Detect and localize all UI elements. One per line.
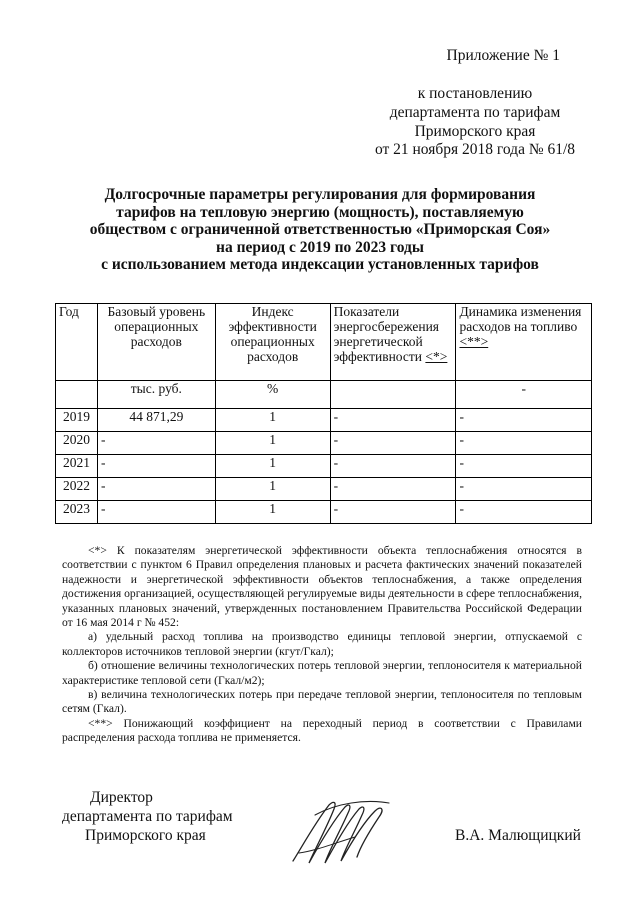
- units-energy: [330, 381, 456, 409]
- units-fuel: -: [456, 381, 592, 409]
- cell-fuel: -: [456, 432, 592, 455]
- footnote-paragraph: в) величина технологических потерь при передаче тепловой энергии, теплоносителя по тепловым сетям (Гкал).: [62, 688, 582, 716]
- units-index: %: [215, 381, 330, 409]
- signer-title-line: Директор: [90, 789, 153, 806]
- header-year: Год: [56, 304, 98, 381]
- cell-index: 1: [215, 409, 330, 432]
- signer-name: В.А. Малющицкий: [455, 827, 581, 844]
- appendix-line: департамента по тарифам: [389, 104, 561, 121]
- cell-base: -: [97, 501, 215, 524]
- table-header-row: [56, 304, 592, 381]
- appendix-title: Приложение № 1: [446, 47, 560, 64]
- signer-title-line: Приморского края: [85, 827, 206, 844]
- cell-fuel: -: [456, 455, 592, 478]
- cell-year: 2020: [56, 432, 98, 455]
- document-title: [60, 186, 580, 274]
- header-energy-text: Показатели энергосбережения энергетической эффективности: [333, 304, 440, 364]
- cell-year: 2023: [56, 501, 98, 524]
- cell-index: 1: [215, 478, 330, 501]
- header-efficiency-index: Индекс эффективности операционных расходов: [215, 304, 330, 381]
- parameters-table: [55, 303, 592, 524]
- units-year: [56, 381, 98, 409]
- units-base: тыс. руб.: [97, 381, 215, 409]
- appendix-line: к постановлению: [417, 85, 533, 102]
- cell-base: -: [97, 432, 215, 455]
- appendix-line: от 21 ноября 2018 года № 61/8: [374, 141, 576, 158]
- title-line: на период с 2019 по 2023 годы: [216, 238, 424, 256]
- cell-fuel: -: [456, 478, 592, 501]
- header-fuel-dynamics: [456, 304, 592, 381]
- title-line: обществом с ограниченной ответственностью «Приморская Соя»: [89, 221, 551, 238]
- cell-energy: -: [330, 501, 456, 524]
- cell-energy: -: [330, 409, 456, 432]
- cell-energy: -: [330, 432, 456, 455]
- cell-index: 1: [215, 501, 330, 524]
- footnotes: [62, 544, 582, 746]
- cell-energy: -: [330, 478, 456, 501]
- table-row: [56, 432, 592, 455]
- handwritten-signature: [285, 793, 395, 868]
- table-row: [56, 501, 592, 524]
- footnote-ref-2: <**>: [459, 334, 489, 349]
- cell-index: 1: [215, 432, 330, 455]
- cell-year: 2019: [56, 409, 98, 432]
- footnote-paragraph: а) удельный расход топлива на производство единицы тепловой энергии, отпускаемой с коллекторов источников тепловой энергии (кгут/Гкал);: [62, 630, 582, 658]
- header-energy-indicators: [330, 304, 456, 381]
- footnote-paragraph: <*> К показателям энергетической эффективности объекта теплоснабжения относятся в соответствии с пунктом 6 Правил определения плановых и расчета фактических значений показателей надежности и энергетической эффективности объектов теплоснабжения, а также определения достижения организацией, осуществляющей регулируемые виды деятельности в сфере теплоснабжения, указанных плановых значений, утвержденных постановлением Правительства Российской Федерации от 16 мая 2014 г № 452:: [62, 544, 582, 630]
- table-row: [56, 478, 592, 501]
- table-row: [56, 455, 592, 478]
- cell-base: -: [97, 455, 215, 478]
- signer-title-line: департамента по тарифам: [62, 808, 233, 825]
- cell-fuel: -: [456, 409, 592, 432]
- header-fuel-text: Динамика изменения расходов на топливо: [459, 304, 582, 334]
- cell-year: 2022: [56, 478, 98, 501]
- table-row: [56, 409, 592, 432]
- title-line: Долгосрочные параметры регулирования для формирования: [104, 186, 536, 203]
- cell-fuel: -: [456, 501, 592, 524]
- units-row: [56, 381, 592, 409]
- title-line: с использованием метода индексации установленных тарифов: [101, 256, 539, 273]
- cell-year: 2021: [56, 455, 98, 478]
- footnote-ref-1: <*>: [425, 349, 448, 364]
- cell-index: 1: [215, 455, 330, 478]
- footnote-paragraph: б) отношение величины технологических потерь тепловой энергии, теплоносителя к материальной характеристике тепловой сети (Гкал/м2);: [62, 659, 582, 687]
- title-line: тарифов на тепловую энергию (мощность), поставляемую: [116, 203, 524, 221]
- cell-energy: -: [330, 455, 456, 478]
- footnote-paragraph: <**> Понижающий коэффициент на переходный период в соответствии с Правилами распределения расхода топлива не применяется.: [62, 716, 582, 745]
- cell-base: 44 871,29: [97, 409, 215, 432]
- appendix-line: Приморского края: [414, 123, 536, 140]
- header-base-level: Базовый уровень операционных расходов: [97, 304, 215, 381]
- cell-base: -: [97, 478, 215, 501]
